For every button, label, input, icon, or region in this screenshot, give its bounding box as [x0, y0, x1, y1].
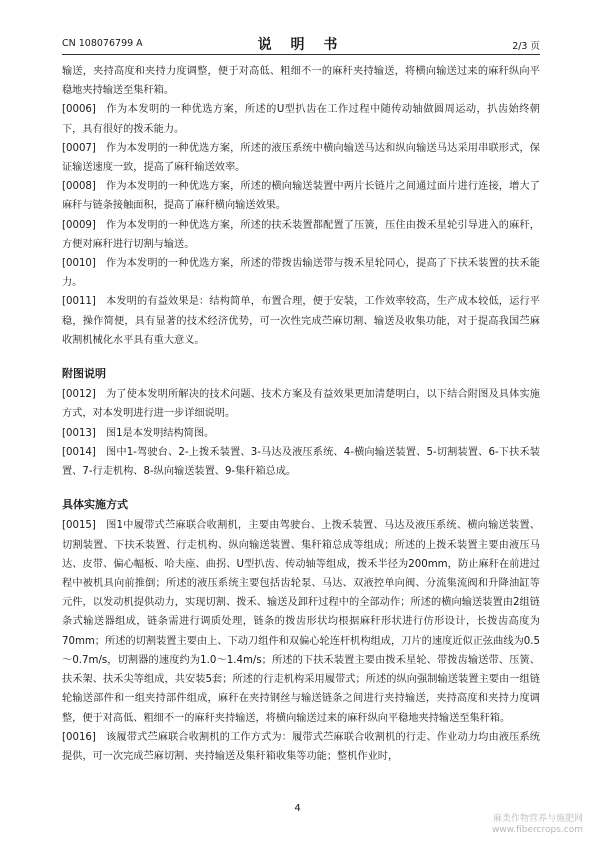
section-heading-figures: 附图说明	[62, 367, 106, 381]
paragraph-number: [0009]	[62, 219, 96, 231]
page-indicator: 2/3 页	[512, 41, 540, 52]
paragraph-text: 作为本发明的一种优选方案，所述的扶禾装置都配置了压簧，压住由拨禾星轮引导进入的麻秆，方便对麻秆进行切割与输送。	[62, 219, 540, 250]
watermark-url: www.fibercrops.com	[492, 825, 583, 835]
paragraph-text: 该履带式苎麻联合收割机的工作方式为：履带式苎麻联合收割机的行走、作业动力均由液压系统提供，可一次完成苎麻切割、夹持输送及集秆箱收集等功能；整机作业时，	[62, 731, 540, 762]
paragraph-0015	[62, 516, 540, 727]
paragraph-number: [0016]	[62, 731, 96, 743]
section-heading-embodiment: 具体实施方式	[62, 498, 128, 512]
paragraph-text: 作为本发明的一种优选方案，所述的U型扒齿在工作过程中随传动轴做圆周运动，扒齿始终朝下，具有很好的拨禾能力。	[62, 104, 540, 135]
watermark	[492, 814, 583, 836]
paragraph-0011	[62, 292, 540, 350]
paragraph-0009	[62, 216, 540, 254]
watermark-name: 麻类作物营养与施肥网	[492, 814, 583, 824]
paragraph-number: [0007]	[62, 142, 96, 154]
publication-number: CN 108076799 A	[62, 38, 143, 49]
paragraph-0014	[62, 443, 540, 481]
paragraph-number: [0013]	[62, 427, 96, 439]
paragraph-0010	[62, 254, 540, 292]
intro-text: 输送，夹持高度和夹持力度调整，便于对高低、粗细不一的麻秆夹持输送，将横向输送过来的麻秆纵向平稳地夹持输送至集秆箱。	[62, 66, 540, 97]
document-title: 说 明 书	[257, 37, 345, 53]
paragraph-0013	[62, 424, 540, 443]
paragraph-number: [0015]	[62, 520, 96, 532]
page-header	[62, 34, 540, 55]
paragraph-text: 作为本发明的一种优选方案，所述的液压系统中横向输送马达和纵向输送马达采用串联形式，保证输送速度一致，提高了麻秆输送效率。	[62, 142, 540, 174]
paragraph-number: [0012]	[62, 389, 96, 401]
paragraph-text: 图1中履带式苎麻联合收割机，主要由驾驶台、上拨禾装置、马达及液压系统、横向输送装置、切割装置、下扶禾装置、行走机构、纵向输送装置、集秆箱总成等组成；所述的上拨禾装置主要由液压马达、皮带、偏心幅板、哈夫座、曲拐、U型扒齿、传动轴等组成，拨禾半径为200mm，防止麻秆在前进过程中被机具向前推倒；所述的液压系统主要包括齿轮泵、马达、双液控单向阀、分流集流阀和升降油缸等元件，以发动机提供动力，实现切割、拨禾、输送及卸秆过程中的全部动作；所述的横向输送装置由2组链条式输送器组成，链条需进行调质处理，链条的拨齿形状均根据麻秆形状进行仿形设计，长拨齿高度为70mm；所述的切割装置主要由上、下动刀组件和双偏心轮连杆机构组成，刀片的速度近似正弦曲线为0.5～0.7m/s，切割器的速度约为1.0～1.4m/s；所述的下扶禾装置主要由拨禾星轮、带拨齿输送带、压簧、扶禾架、扶禾尖等组成，共安装5套；所述的行走机构采用履带式；所述的纵向强制输送装置主要由一组链轮输送部件和一组夹持部件组成，麻秆在夹持钢丝与输送链条之间进行夹持输送，夹持高度和夹持力度调整，便于对高低、粗细不一的麻秆夹持输送，将横向输送过来的麻秆纵向平稳地夹持输送至集秆箱。	[62, 520, 540, 724]
paragraph-0006	[62, 100, 540, 138]
paragraph-number: [0006]	[62, 104, 96, 116]
paragraph-number: [0011]	[62, 296, 96, 308]
paragraph-text: 为了使本发明所解决的技术问题、技术方案及有益效果更加清楚明白，以下结合附图及具体实施方式，对本发明进行进一步详细说明。	[62, 389, 540, 420]
paragraph-number: [0010]	[62, 258, 96, 270]
paragraph-0012	[62, 385, 540, 423]
paragraph-0016	[62, 728, 540, 766]
paragraph-number: [0014]	[62, 446, 96, 458]
paragraph-0008	[62, 177, 540, 215]
document-body	[62, 62, 540, 766]
paragraph-text: 作为本发明的一种优选方案，所述的横向输送装置中两片长链片之间通过面片进行连接，增大了麻秆与链条接触面积，提高了麻秆横向输送效果。	[62, 181, 540, 212]
paragraph-number: [0008]	[62, 181, 96, 193]
paragraph-text: 本发明的有益效果是：结构简单，布置合理，便于安装，工作效率较高，生产成本较低，运行平稳，操作简便，具有显著的技术经济优势，可一次性完成苎麻切割、输送及收集功能，对于提高我国苎麻收割机械化水平具有重大意义。	[62, 296, 540, 346]
paragraph-text: 图1是本发明结构简图。	[105, 427, 215, 439]
paragraph-text: 作为本发明的一种优选方案，所述的带拨齿输送带与拨禾星轮同心，提高了下扶禾装置的扶禾能力。	[62, 258, 540, 289]
paragraph-0007	[62, 139, 540, 177]
page-number: 4	[294, 803, 301, 814]
paragraph-text: 图中1-驾驶台、2-上拨禾装置、3-马达及液压系统、4-横向输送装置、5-切割装置、6-下扶禾装置、7-行走机构、8-纵向输送装置、9-集秆箱总成。	[62, 446, 540, 478]
